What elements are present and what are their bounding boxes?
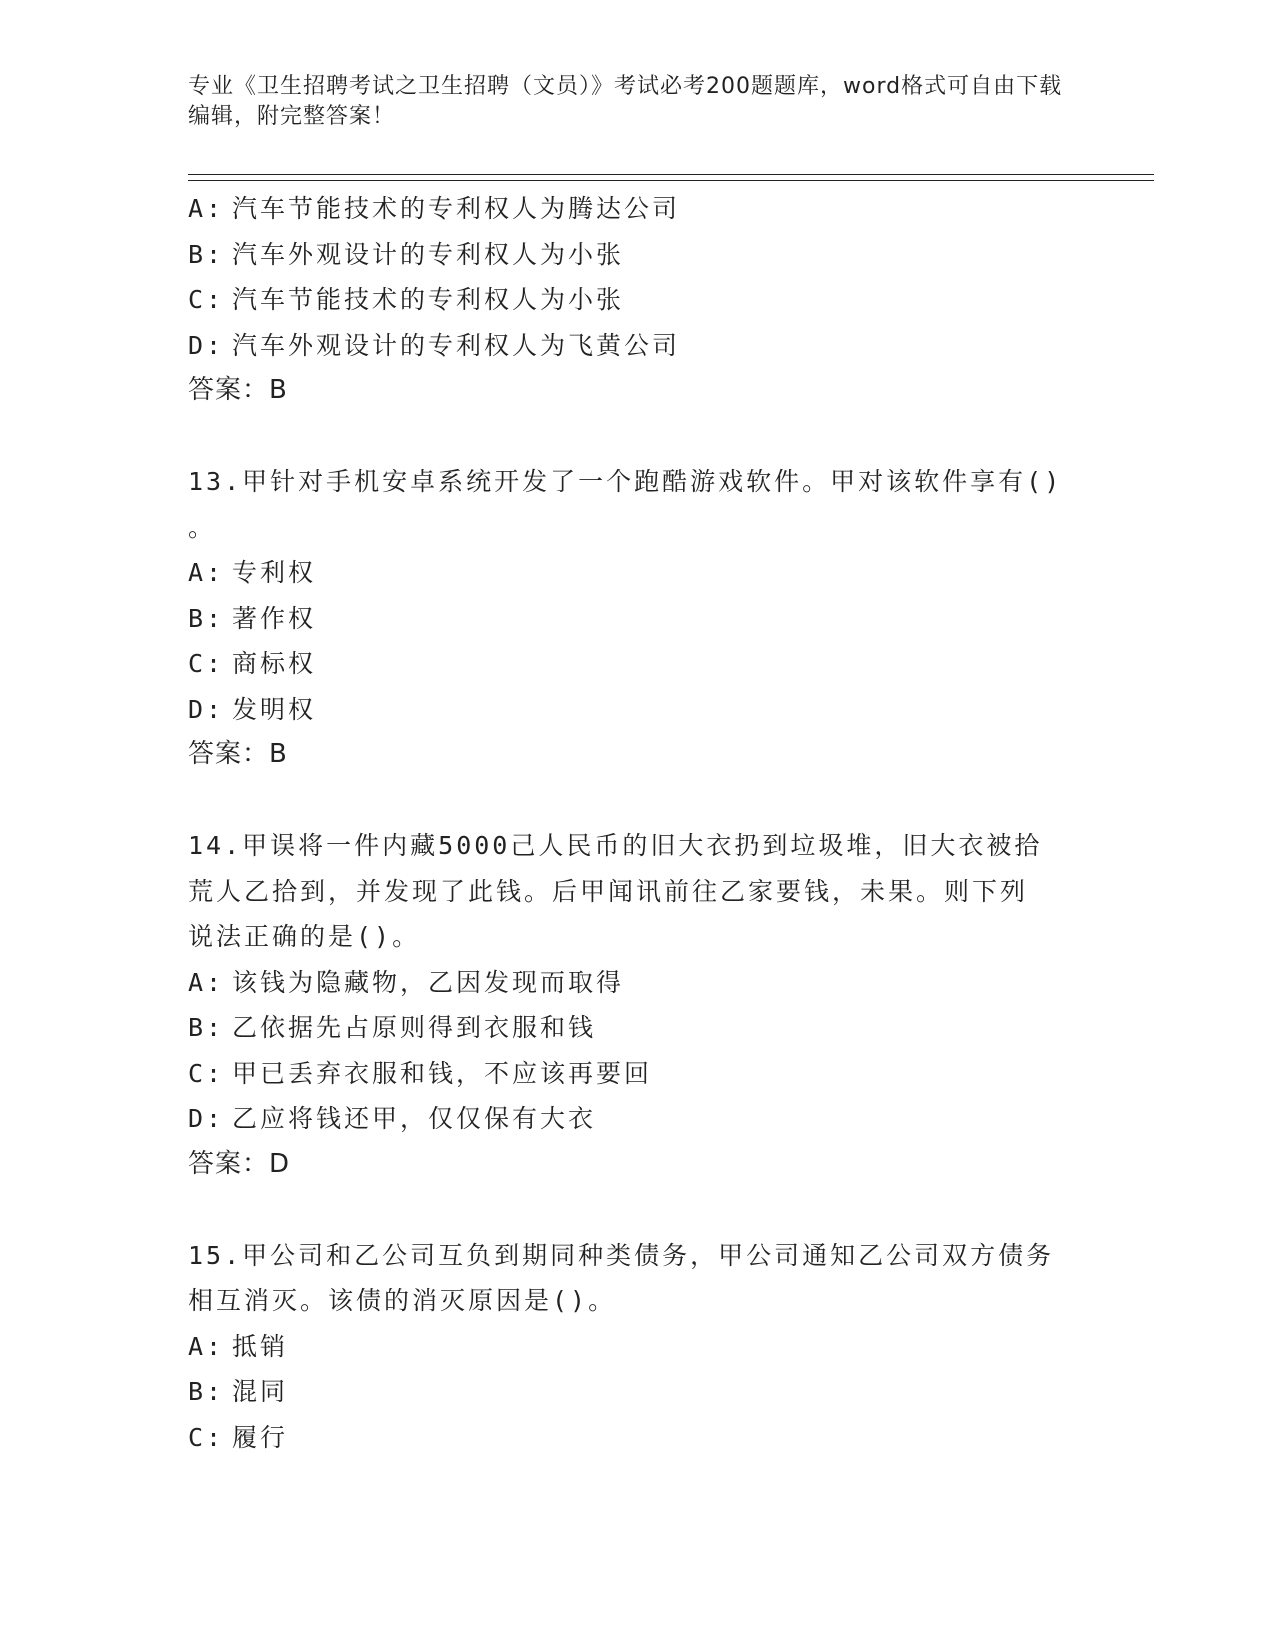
answer-line: 答案：B (188, 739, 288, 769)
option-letter: B: (188, 603, 225, 633)
option-text: 汽车节能技术的专利权人为小张 (232, 285, 625, 314)
option-text: 汽车外观设计的专利权人为小张 (232, 239, 625, 269)
option-c (188, 1415, 1088, 1461)
option-letter: A: (188, 1331, 225, 1361)
option-letter: C: (188, 1422, 225, 1452)
question-15 (188, 1233, 1088, 1461)
option-letter: C: (188, 285, 225, 314)
option-letter: C: (188, 649, 225, 678)
option-c (188, 641, 1088, 687)
option-letter: B: (188, 239, 225, 269)
option-d (188, 687, 1088, 733)
option-letter: A: (188, 194, 225, 223)
option-letter: B: (188, 1377, 225, 1406)
header-rule-top (188, 174, 1154, 175)
option-letter: D: (188, 694, 225, 724)
option-letter: C: (188, 1058, 225, 1088)
option-text: 乙应将钱还甲，仅仅保有大衣 (232, 1104, 597, 1133)
spacer (188, 1187, 1088, 1233)
document-body (188, 186, 1088, 1460)
question-stem-line: 相互消灭。该债的消灭原因是()。 (188, 1286, 617, 1315)
answer-line: 答案：D (188, 1148, 291, 1179)
option-a (188, 550, 1088, 596)
option-text: 发明权 (232, 694, 317, 724)
question-stem-line: 13.甲针对手机安卓系统开发了一个跑酷游戏软件。甲对该软件享有() (188, 467, 1063, 496)
option-d (188, 323, 1088, 369)
option-b (188, 596, 1088, 642)
option-a (188, 186, 1088, 232)
question-stem-line: 。 (188, 512, 217, 542)
option-text: 履行 (232, 1422, 289, 1452)
option-letter: A: (188, 967, 225, 997)
header-rule-bottom (188, 180, 1154, 181)
header-title: 专业《卫生招聘考试之卫生招聘（文员）》考试必考200题题库，word格式可自由下载编辑，附完整答案！ (188, 74, 1063, 129)
option-text: 该钱为隐藏物，乙因发现而取得 (232, 967, 625, 997)
question-stem-line: 15.甲公司和乙公司互负到期同种类债务，甲公司通知乙公司双方债务 (188, 1240, 1055, 1270)
question-stem-line: 说法正确的是()。 (188, 922, 421, 951)
option-letter: B: (188, 1013, 225, 1042)
spacer (188, 778, 1088, 824)
option-text: 专利权 (232, 558, 317, 587)
option-letter: A: (188, 558, 225, 587)
question-13 (188, 459, 1088, 778)
option-text: 乙依据先占原则得到衣服和钱 (232, 1013, 597, 1042)
option-text: 汽车外观设计的专利权人为飞黄公司 (232, 330, 681, 360)
document-header (188, 72, 1068, 132)
option-text: 商标权 (232, 649, 317, 678)
option-a (188, 1324, 1088, 1370)
option-b (188, 1369, 1088, 1415)
spacer (188, 414, 1088, 460)
option-text: 汽车节能技术的专利权人为腾达公司 (232, 194, 681, 223)
question-12-options (188, 186, 1088, 414)
option-text: 抵销 (232, 1331, 289, 1361)
option-text: 著作权 (232, 603, 317, 633)
option-b (188, 232, 1088, 278)
question-14 (188, 823, 1088, 1187)
question-stem-line: 荒人乙拾到，并发现了此钱。后甲闻讯前往乙家要钱，未果。则下列 (188, 876, 1029, 906)
option-b (188, 1005, 1088, 1051)
option-text: 混同 (232, 1377, 289, 1406)
option-a (188, 960, 1088, 1006)
question-stem-line: 14.甲误将一件内藏5000己人民币的旧大衣扔到垃圾堆，旧大衣被拾 (188, 831, 1043, 860)
option-d (188, 1096, 1088, 1142)
option-c (188, 1051, 1088, 1097)
option-text: 甲已丢弃衣服和钱，不应该再要回 (232, 1058, 653, 1088)
option-c (188, 277, 1088, 323)
answer-line: 答案：B (188, 375, 288, 405)
option-letter: D: (188, 330, 225, 360)
option-letter: D: (188, 1104, 225, 1133)
